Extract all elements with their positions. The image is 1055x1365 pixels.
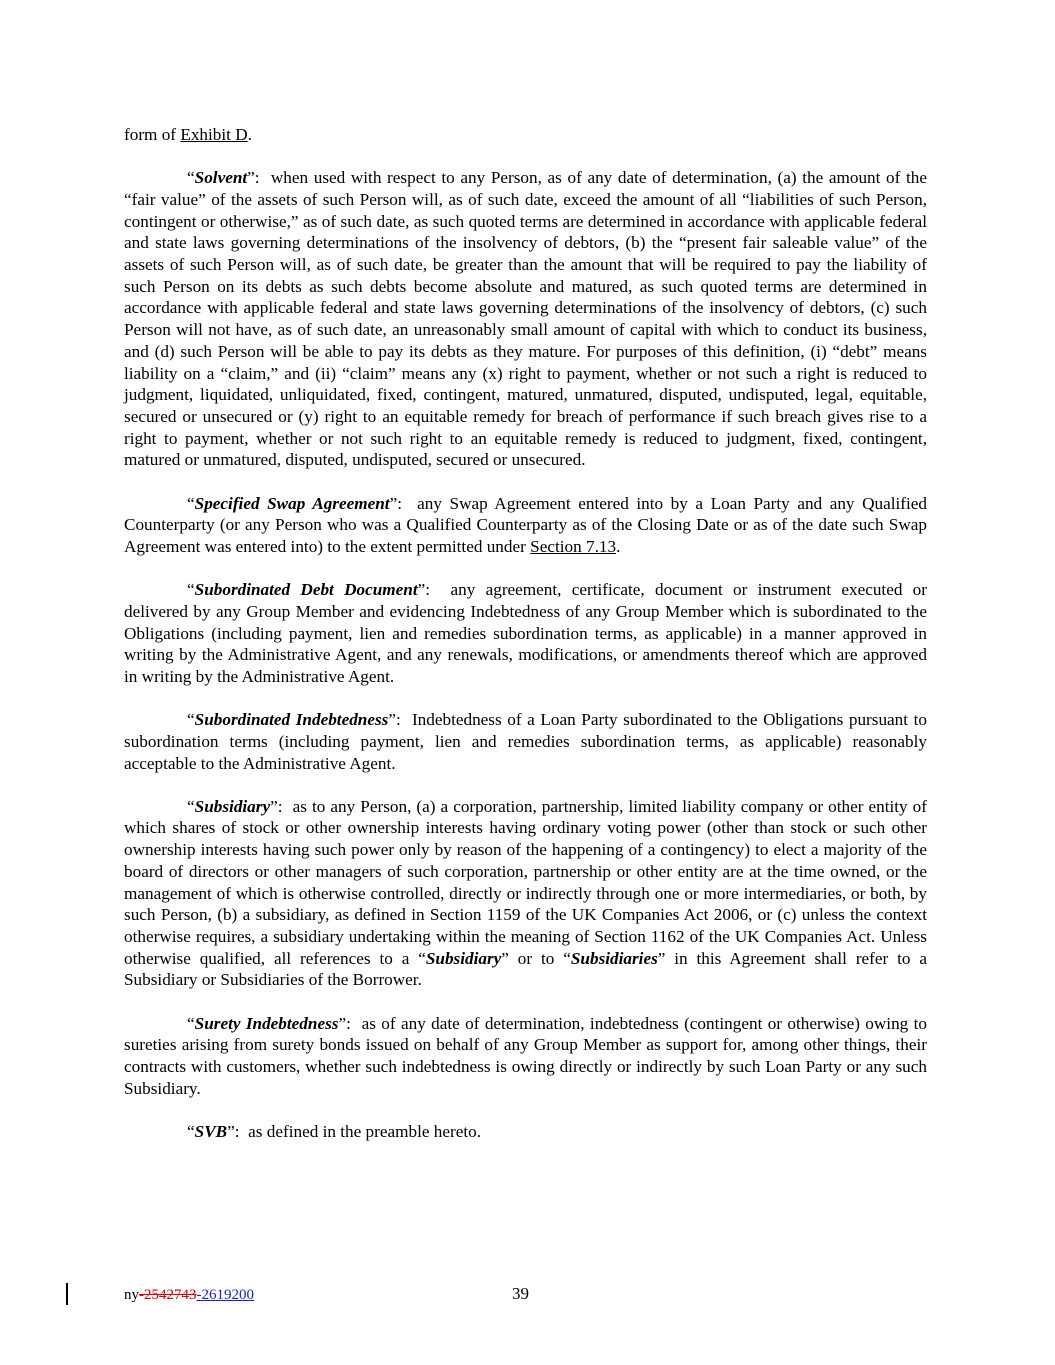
definition-subordinated-indebtedness: “Subordinated Indebtedness”: Indebtedness of a Loan Party subordinated to the Obligations pursuant to subordination terms (including payment, lien and remedies subordination terms, as applicable) reasonably acceptable to the Administrative Agent. — [124, 710, 928, 773]
page-number: 39 — [512, 1284, 529, 1303]
definition-specified-swap-agreement: “Specified Swap Agreement”: any Swap Agreement entered into by a Loan Party and any Qualified Counterparty (or any Person who was a Qualified Counterparty as of the Closing Date or as of the date such Swap Agreement was entered into) to the extent permitted under Section 7.13. — [124, 493, 927, 556]
definition-solvent: “Solvent”: when used with respect to any Person, as of any date of determination, (a) the amount of the “fair value” of the assets of such Person will, as of such date, exceed the amount of all “liabilities of such Person, contingent or otherwise,” as of such date, as such quoted terms are determined in accordance with applicable federal and state laws governing determinations of the insolvency of debtors, (b) the “present fair saleable value” of the assets of such Person will, as of such date, be greater than the amount that will be required to pay the liability of such Person on its debts as such debts become absolute and matured, as such quoted terms are determined in accordance with applicable federal and state laws governing determinations of the insolvency of debtors, (c) such Person will not have, as of such date, an unreasonably small amount of capital with which to conduct its business, and (d) such Person will be able to pay its debts as they mature. For purposes of this definition, (i) “debt” means liability on a “claim,” and (ii) “claim” means any (x) right to payment, whether or not such a right is reduced to judgment, liquidated, unliquidated, fixed, contingent, matured, unmatured, disputed, undisputed, legal, equitable, secured or unsecured or (y) right to an equitable remedy for breach of performance if such breach gives rise to a right to payment, whether or not such right to an equitable remedy is reduced to judgment, fixed, contingent, matured or unmatured, disputed, undisputed, secured or unsecured. — [124, 168, 927, 470]
definition-subsidiary: “Subsidiary”: as to any Person, (a) a corporation, partnership, limited liability company or other entity of which shares of stock or other ownership interests having ordinary voting power (other than stock or such other ownership interests having such power only by reason of the happening of a contingency) to elect a majority of the board of directors or other managers of such corporation, partnership or other entity are at the time owned, or the management of which is otherwise controlled, directly or indirectly through one or more intermediaries, or both, by such Person, (b) a subsidiary, as defined in Section 1159 of the UK Companies Act 2006, or (c) unless the context otherwise requires, a subsidiary undertaking within the meaning of Section 1162 of the UK Companies Act. Unless otherwise qualified, all references to a “Subsidiary” or to “Subsidiaries” in this Agreement shall refer to a Subsidiary or Subsidiaries of the Borrower. — [124, 796, 928, 990]
defined-term: Surety Indebtedness — [194, 1013, 339, 1033]
lead-paragraph: form of Exhibit D. — [124, 125, 252, 144]
defined-term: SVB — [194, 1121, 228, 1141]
inline-term: Subsidiary — [425, 948, 502, 968]
inline-term: Subsidiaries — [570, 948, 658, 968]
defined-term: Solvent — [194, 168, 248, 188]
defined-term: Subordinated Indebtedness — [194, 710, 389, 730]
defined-term: Subordinated Debt Document — [194, 580, 418, 600]
section-reference: Section 7.13 — [530, 536, 617, 556]
document-body — [124, 124, 927, 1164]
defined-term: Specified Swap Agreement — [194, 493, 390, 513]
exhibit-reference: Exhibit D — [180, 125, 248, 144]
document-id: ny-2542743-2619200 — [124, 1287, 254, 1303]
definition-subordinated-debt-document: “Subordinated Debt Document”: any agreement, certificate, document or instrument executed or delivered by any Group Member and evidencing Indebtedness of any Group Member which is subordinated to the Obligations (including payment, lien and remedies subordination terms, as applicable) in a manner approved in writing by the Administrative Agent, and any renewals, modifications, or amendments thereof which are approved in writing by the Administrative Agent. — [124, 580, 928, 686]
defined-term: Subsidiary — [194, 796, 271, 816]
inserted-id: -2619200 — [196, 1287, 254, 1303]
change-bar — [66, 1283, 68, 1305]
definition-surety-indebtedness: “Surety Indebtedness”: as of any date of determination, indebtedness (contingent or otherwise) owing to sureties arising from surety bonds issued on behalf of any Group Member as support for, among other things, their contracts with customers, whether such indebtedness is owing directly or indirectly by such Loan Party or any such Subsidiary. — [124, 1013, 928, 1098]
deleted-id: -2542743 — [139, 1287, 197, 1303]
definition-svb: “SVB”: as defined in the preamble hereto. — [187, 1121, 482, 1141]
